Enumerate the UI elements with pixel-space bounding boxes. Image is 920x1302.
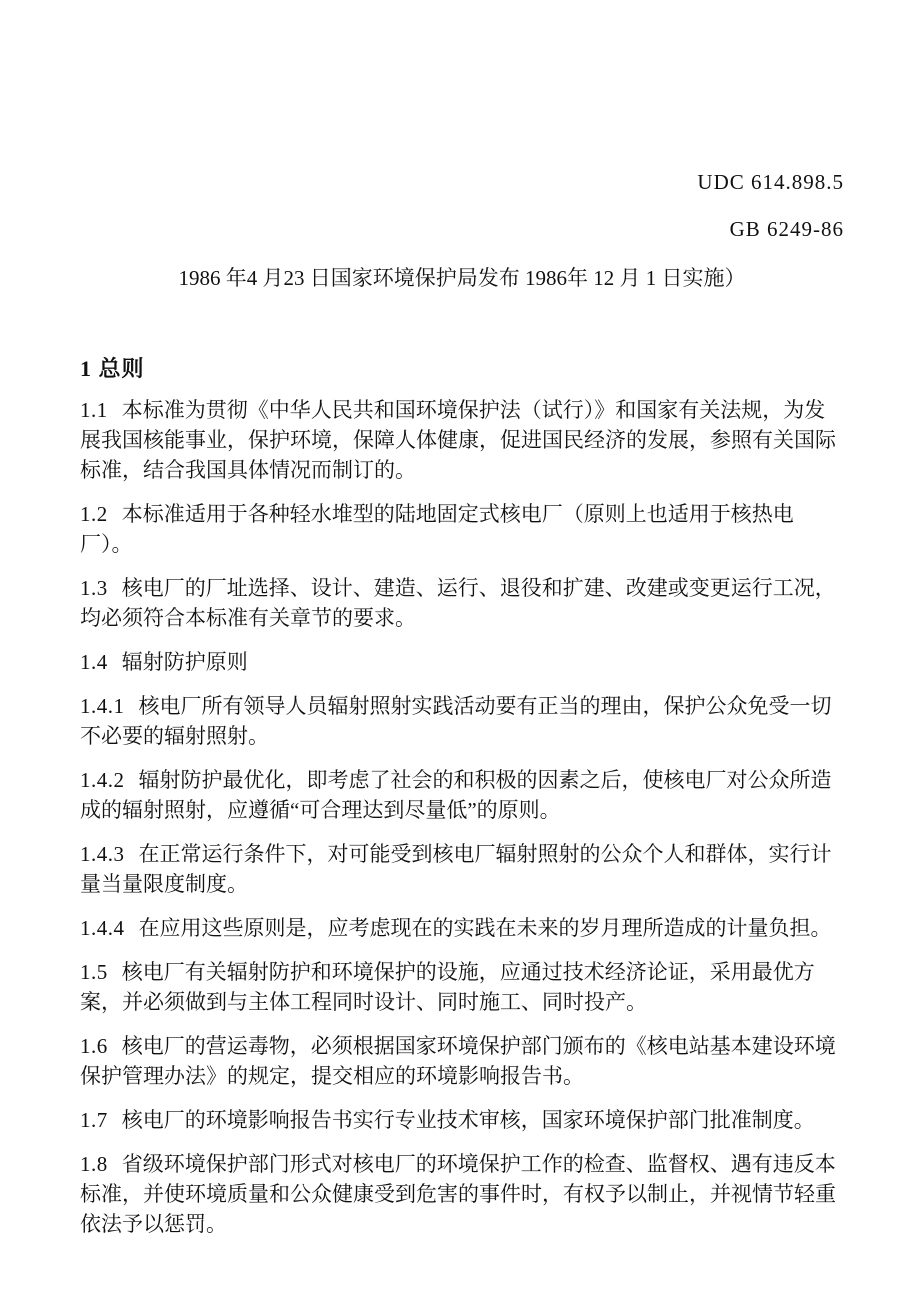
paragraph xyxy=(80,1031,844,1091)
paragraph-text: 本标准适用于各种轻水堆型的陆地固定式核电厂（原则上也适用于核热电厂）。 xyxy=(80,502,794,556)
paragraph xyxy=(80,839,844,899)
issue-date-line: 1986 年4 月23 日国家环境保护局发布 1986年 12 月 1 日实施） xyxy=(178,266,746,290)
paragraph xyxy=(80,1149,844,1239)
paragraph-number: 1.7 xyxy=(80,1108,108,1132)
paragraph xyxy=(80,957,844,1017)
paragraph xyxy=(80,765,844,825)
paragraph-number: 1.3 xyxy=(80,576,108,600)
paragraph xyxy=(80,499,844,559)
paragraph-text: 核电厂所有领导人员辐射照射实践活动要有正当的理由，保护公众免受一切不必要的辐射照射。 xyxy=(80,694,832,748)
paragraph xyxy=(80,1105,844,1135)
udc-number: UDC 614.898.5 xyxy=(697,170,844,194)
paragraph-number: 1.1 xyxy=(80,398,108,422)
paragraph-text: 在正常运行条件下，对可能受到核电厂辐射照射的公众个人和群体，实行计量当量限度制度。 xyxy=(80,842,832,896)
standard-number: GB 6249-86 xyxy=(729,217,844,241)
paragraph-text: 核电厂的营运毒物，必须根据国家环境保护部门颁布的《核电站基本建设环境保护管理办法》的规定，提交相应的环境影响报告书。 xyxy=(80,1034,836,1088)
paragraph-number: 1.4.4 xyxy=(80,916,125,940)
paragraph-number: 1.4.3 xyxy=(80,842,125,866)
paragraph xyxy=(80,573,844,633)
paragraph-number: 1.2 xyxy=(80,502,108,526)
paragraph-text: 核电厂的厂址选择、设计、建造、运行、退役和扩建、改建或变更运行工况，均必须符合本标准有关章节的要求。 xyxy=(80,576,836,630)
paragraph-text: 本标准为贯彻《中华人民共和国环境保护法（试行）》和国家有关法规，为发展我国核能事业，保护环境，保障人体健康，促进国民经济的发展，参照有关国际标准，结合我国具体情况而制订的。 xyxy=(80,398,836,482)
paragraph xyxy=(80,691,844,751)
paragraph xyxy=(80,647,844,677)
paragraph-text: 辐射防护最优化，即考虑了社会的和积极的因素之后，使核电厂对公众所造成的辐射照射，应遵循“可合理达到尽量低”的原则。 xyxy=(80,768,832,822)
paragraph-text: 辐射防护原则 xyxy=(121,650,248,674)
paragraph-number: 1.4.1 xyxy=(80,694,125,718)
paragraph xyxy=(80,395,844,485)
paragraph-number: 1.4 xyxy=(80,650,108,674)
paragraph-number: 1.8 xyxy=(80,1152,108,1176)
paragraph-text: 核电厂有关辐射防护和环境保护的设施，应通过技术经济论证，采用最优方案，并必须做到与主体工程同时设计、同时施工、同时投产。 xyxy=(80,960,815,1014)
paragraph-text: 省级环境保护部门形式对核电厂的环境保护工作的检查、监督权、遇有违反本标准，并使环境质量和公众健康受到危害的事件时，有权予以制止，并视情节轻重依法予以惩罚。 xyxy=(80,1152,836,1236)
paragraph xyxy=(80,913,844,943)
paragraph-number: 1.6 xyxy=(80,1034,108,1058)
paragraph-text: 核电厂的环境影响报告书实行专业技术审核，国家环境保护部门批准制度。 xyxy=(121,1108,815,1132)
document-header xyxy=(80,167,844,244)
paragraph-number: 1.5 xyxy=(80,960,108,984)
paragraph-text: 在应用这些原则是，应考虑现在的实践在未来的岁月理所造成的计量负担。 xyxy=(138,916,832,940)
document-body xyxy=(80,395,844,1239)
paragraph-number: 1.4.2 xyxy=(80,768,125,792)
section-heading: 1 总则 xyxy=(80,356,145,381)
